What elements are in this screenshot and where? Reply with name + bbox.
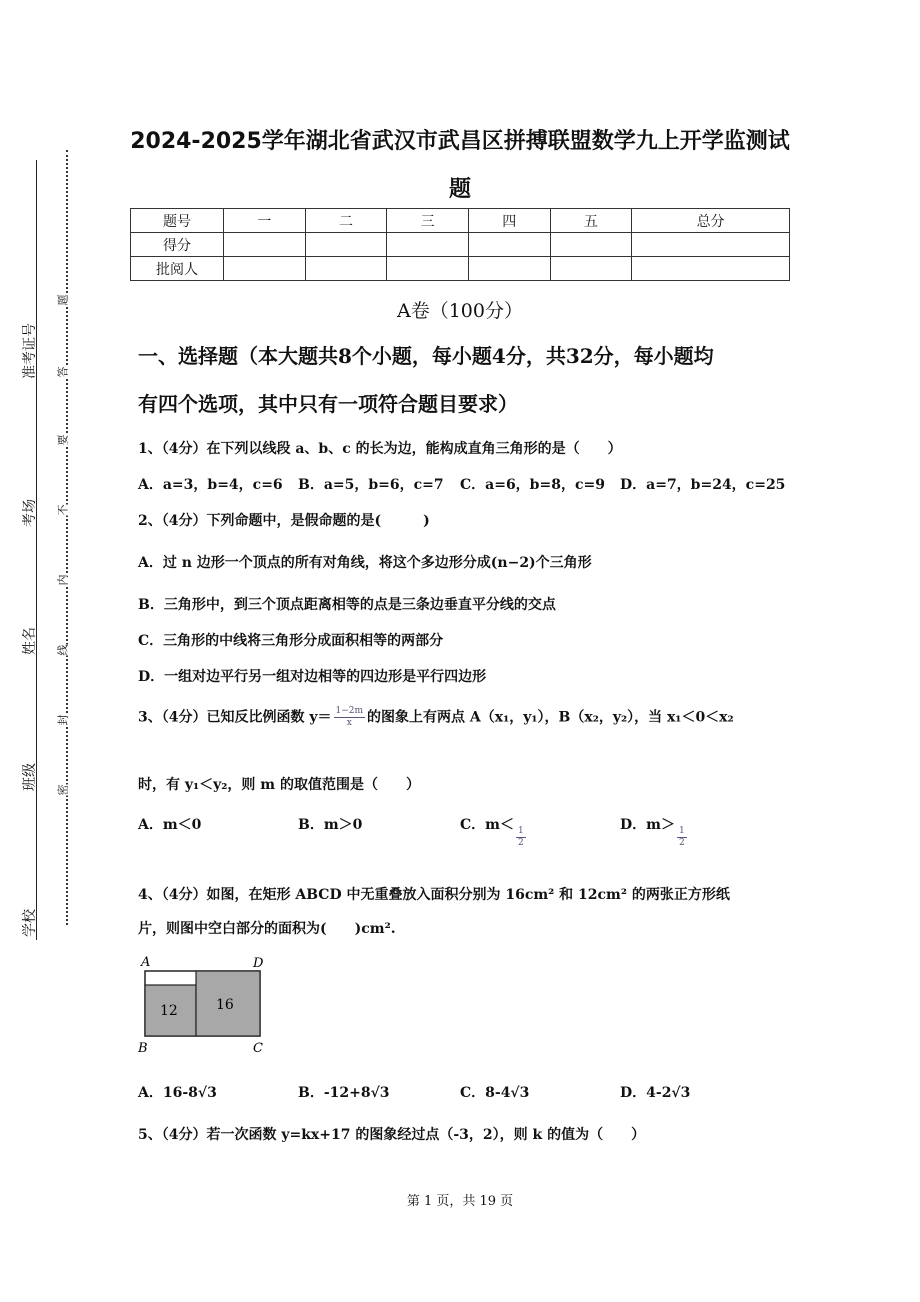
half-fraction xyxy=(677,826,687,849)
q3-fraction-numerator: 1−2m xyxy=(335,706,364,716)
document-title: 2024-2025学年湖北省武汉市武昌区拼搏联盟数学九上开学监测试 xyxy=(130,129,790,154)
seal-char: 线 xyxy=(53,645,73,656)
score-header-cell: 三 xyxy=(387,209,469,233)
score-cell[interactable] xyxy=(632,233,790,257)
question-1-stem: 1、（4分）在下列以线段 a、b、c 的长为边，能构成直角三角形的是（ ） xyxy=(138,441,622,457)
score-row-label: 得分 xyxy=(131,233,224,257)
q3-option-c[interactable] xyxy=(460,814,528,849)
q3-option-c-label: C．m＜ xyxy=(460,817,514,833)
q3-option-d[interactable] xyxy=(620,814,689,849)
q3-option-d-label: D．m＞ xyxy=(620,817,675,833)
square-16-label: 16 xyxy=(216,997,234,1013)
q4-option-d[interactable]: D．4-2√3 xyxy=(620,1085,691,1101)
q1-option-d[interactable]: D．a=7，b=24，c=25 xyxy=(620,477,786,493)
seal-char: 答 xyxy=(53,367,73,378)
score-header-cell: 一 xyxy=(224,209,306,233)
half-denominator: 2 xyxy=(678,838,685,848)
square-12-label: 12 xyxy=(160,1003,178,1019)
q3-option-a[interactable]: A．m＜0 xyxy=(138,817,202,833)
margin-label-school: 学校 xyxy=(22,909,38,937)
score-cell[interactable] xyxy=(387,233,469,257)
half-fraction xyxy=(516,826,526,849)
seal-char: 题 xyxy=(53,295,73,306)
q3-option-b[interactable]: B．m＞0 xyxy=(298,817,363,833)
q3-stem-part: 3、（4分）已知反比例函数 y＝ xyxy=(138,709,332,726)
question-3-stem-cont: 时，有 y₁＜y₂，则 m 的取值范围是（ ） xyxy=(138,777,420,793)
seal-char: 要 xyxy=(53,435,73,446)
page-footer: 第 1 页，共 19 页 xyxy=(406,1194,514,1209)
question-3-stem xyxy=(138,706,798,729)
score-table-row xyxy=(131,257,790,281)
score-header-cell: 四 xyxy=(468,209,550,233)
score-table xyxy=(130,208,790,281)
score-cell[interactable] xyxy=(550,233,632,257)
score-header-cell: 五 xyxy=(550,209,632,233)
score-cell[interactable] xyxy=(550,257,632,281)
seal-char: 密 xyxy=(53,785,73,796)
score-header-cell: 总分 xyxy=(632,209,790,233)
margin-label-class: 班级 xyxy=(22,763,38,791)
vertex-label-d: D xyxy=(253,956,264,971)
vertex-label-c: C xyxy=(253,1041,263,1055)
margin-label-name: 姓名 xyxy=(22,627,38,655)
q4-option-c[interactable]: C．8-4√3 xyxy=(460,1085,530,1101)
score-header-cell: 二 xyxy=(305,209,387,233)
binding-margin xyxy=(0,0,90,1302)
score-cell[interactable] xyxy=(468,233,550,257)
margin-label-exam-number: 准考证号 xyxy=(22,323,38,379)
vertex-label-a: A xyxy=(141,955,151,970)
q1-option-a[interactable]: A．a=3，b=4，c=6 xyxy=(138,477,283,493)
question-5-stem: 5、（4分）若一次函数 y=kx+17 的图象经过点（-3，2），则 k 的值为（ ） xyxy=(138,1127,646,1143)
score-cell[interactable] xyxy=(224,257,306,281)
q2-option-c[interactable]: C．三角形的中线将三角形分成面积相等的两部分 xyxy=(138,633,444,649)
vertex-label-b: B xyxy=(138,1041,148,1055)
section-heading: 一、选择题（本大题共8个小题，每小题4分，共32分，每小题均 xyxy=(138,344,714,368)
seal-char: 封 xyxy=(53,715,73,726)
q3-fraction-denominator: x xyxy=(346,718,352,728)
document-title-cont: 题 xyxy=(448,177,471,202)
q2-option-a[interactable]: A．过 n 边形一个顶点的所有对角线，将这个多边形分成(n−2)个三角形 xyxy=(138,555,592,571)
q3-stem-part: 的图象上有两点 A（x₁，y₁），B（x₂，y₂），当 x₁＜0＜x₂ xyxy=(367,709,734,726)
score-table-header-row xyxy=(131,209,790,233)
binding-solid-line xyxy=(36,160,37,940)
paper-section-heading: A卷（100分） xyxy=(397,300,523,322)
question-4-stem: 4、（4分）如图，在矩形 ABCD 中无重叠放入面积分别为 16cm² 和 12cm² 的两张正方形纸 xyxy=(138,887,730,903)
q1-option-b[interactable]: B．a=5，b=6，c=7 xyxy=(298,477,444,493)
score-cell[interactable] xyxy=(305,233,387,257)
question-2-stem: 2、（4分）下列命题中，是假命题的是( ) xyxy=(138,513,430,529)
seal-char: 内 xyxy=(53,575,73,586)
q4-option-a[interactable]: A．16-8√3 xyxy=(138,1085,217,1101)
score-table-row xyxy=(131,233,790,257)
q1-option-c[interactable]: C．a=6，b=8，c=9 xyxy=(460,477,605,493)
rectangle-figure xyxy=(138,955,268,1055)
half-numerator: 1 xyxy=(517,826,524,836)
half-numerator: 1 xyxy=(678,826,685,836)
seal-char: 不 xyxy=(53,505,73,516)
q2-option-d[interactable]: D．一组对边平行另一组对边相等的四边形是平行四边形 xyxy=(138,669,487,685)
score-header-cell: 题号 xyxy=(131,209,224,233)
score-cell[interactable] xyxy=(305,257,387,281)
q4-option-b[interactable]: B．-12+8√3 xyxy=(298,1085,390,1101)
question-4-stem-cont: 片，则图中空白部分的面积为( )cm². xyxy=(138,921,396,937)
score-row-label: 批阅人 xyxy=(131,257,224,281)
score-cell[interactable] xyxy=(468,257,550,281)
half-denominator: 2 xyxy=(517,838,524,848)
score-cell[interactable] xyxy=(224,233,306,257)
score-cell[interactable] xyxy=(632,257,790,281)
margin-label-exam-room: 考场 xyxy=(22,499,38,527)
score-cell[interactable] xyxy=(387,257,469,281)
q3-fraction xyxy=(334,706,366,729)
binding-dotted-line xyxy=(66,150,68,925)
section-heading-cont: 有四个选项，其中只有一项符合题目要求） xyxy=(138,392,518,416)
q2-option-b[interactable]: B．三角形中，到三个顶点距离相等的点是三条边垂直平分线的交点 xyxy=(138,597,556,613)
